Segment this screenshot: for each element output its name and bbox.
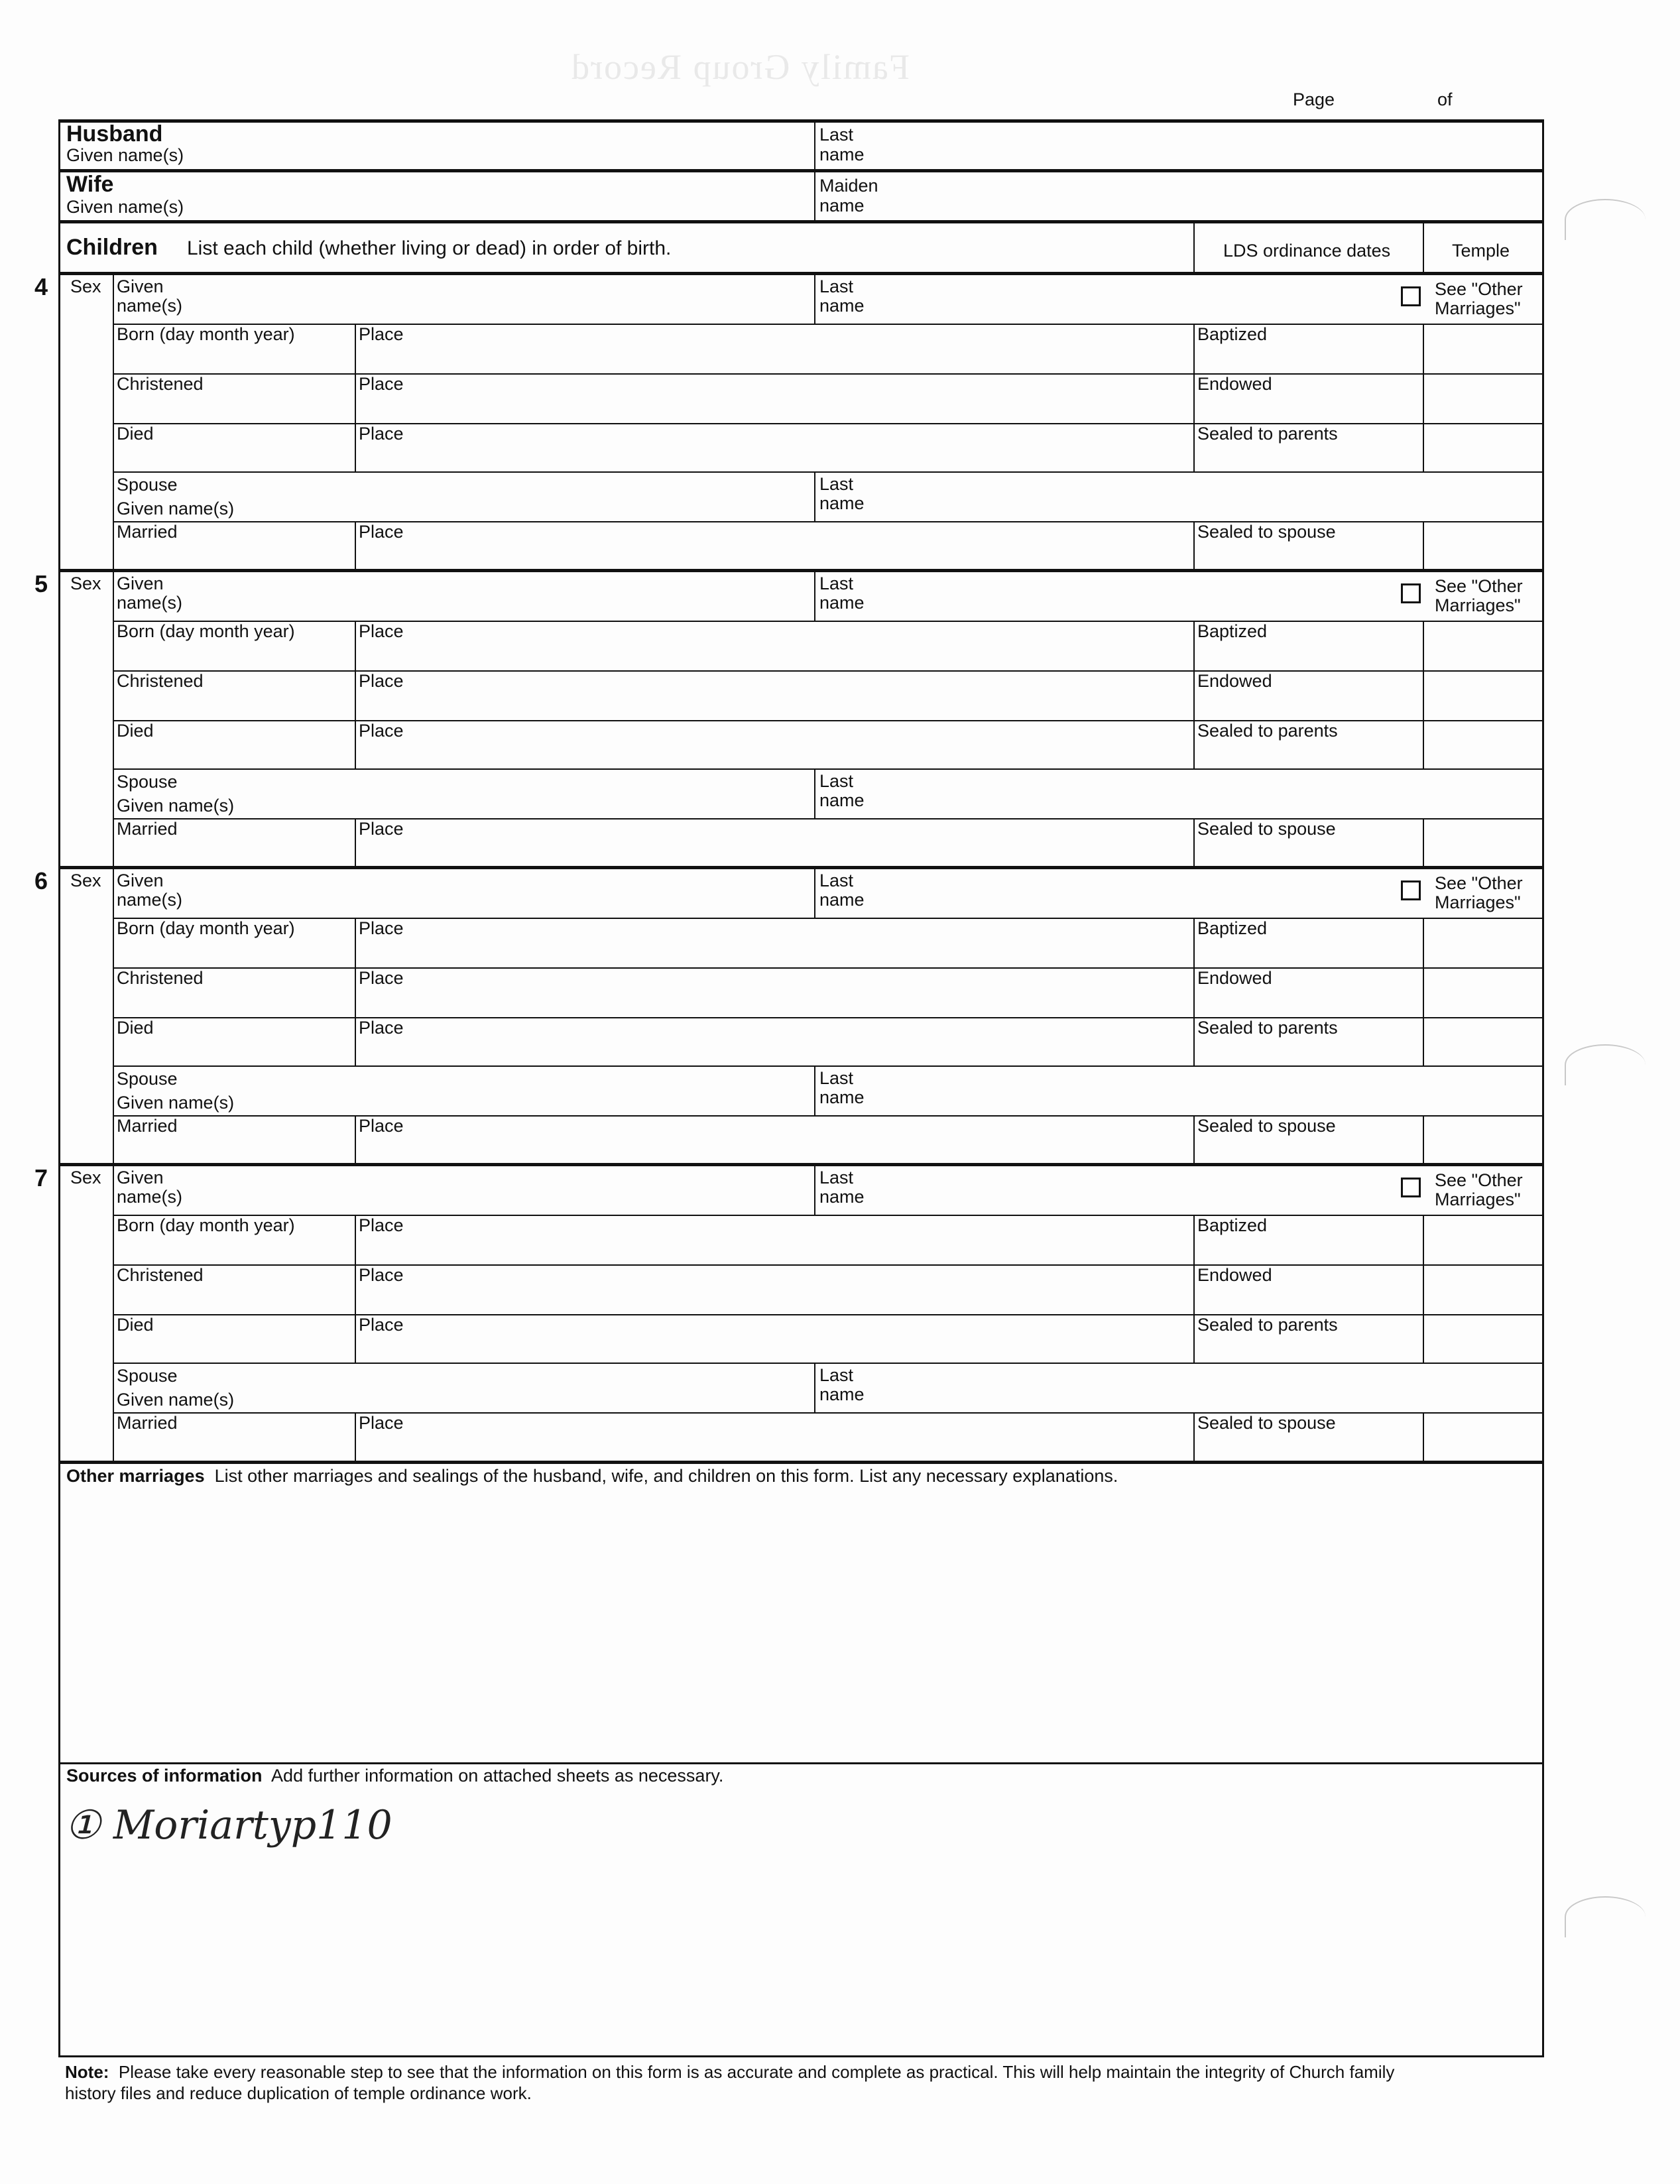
sealed-parents-label: Sealed to parents	[1197, 424, 1338, 444]
lds-header: LDS ordinance dates	[1223, 241, 1391, 261]
other-marriages-title: Other marriages	[66, 1466, 205, 1486]
sources-top-line	[58, 1762, 1544, 1764]
see-other-label: See "Other Marriages"	[1435, 576, 1523, 615]
place-label: Place	[359, 324, 404, 344]
given-last-divider	[814, 274, 815, 325]
place-label: Place	[359, 1215, 404, 1235]
temple-divider	[1423, 621, 1424, 770]
place-label: Place	[359, 1116, 404, 1136]
binder-hole-middle	[1565, 1044, 1646, 1085]
form-bottom-border	[58, 2055, 1544, 2057]
place-label: Place	[359, 424, 404, 444]
ghost-title: Family Group Record	[570, 47, 910, 87]
endowed-label: Endowed	[1197, 1265, 1272, 1285]
ordinance-divider	[1193, 1412, 1195, 1462]
form-top-border	[58, 119, 1544, 123]
place-label: Place	[359, 621, 404, 641]
ordinance-divider	[1193, 918, 1195, 1067]
child-top-line	[58, 569, 1544, 572]
other-marriages-section	[66, 1467, 1118, 1486]
husband-title: Husband	[66, 121, 163, 147]
child-number: 7	[34, 1164, 48, 1191]
sealed-spouse-label: Sealed to spouse	[1197, 819, 1336, 839]
died-label: Died	[117, 1018, 154, 1038]
temple-divider	[1423, 222, 1424, 275]
last-label: Last name	[819, 871, 865, 910]
row-line	[113, 373, 1544, 375]
other-marriages-instruction: List other marriages and sealings of the husband, wife, and children on this form. List any necessary explanations.	[214, 1466, 1118, 1486]
see-other-marriages-checkbox[interactable]	[1401, 1178, 1421, 1197]
row-line	[113, 768, 1544, 770]
see-other-label: See "Other Marriages"	[1435, 279, 1523, 318]
child-top-line	[58, 272, 1544, 275]
see-other-marriages-checkbox[interactable]	[1401, 286, 1421, 306]
place-divider	[355, 1215, 356, 1364]
temple-divider	[1423, 1412, 1424, 1462]
given-last-divider	[814, 868, 815, 919]
sex-label: Sex	[70, 1168, 101, 1187]
row-line	[113, 918, 1544, 919]
last-label: Last name	[819, 1168, 865, 1207]
place-label: Place	[359, 721, 404, 741]
place-label: Place	[359, 1315, 404, 1335]
sources-section	[66, 1766, 723, 1786]
husband-bottom-line	[58, 169, 1544, 172]
binder-hole-top	[1565, 199, 1646, 240]
row-line	[113, 1363, 1544, 1364]
husband-last-label: Last name	[819, 125, 865, 164]
row-line	[113, 1264, 1544, 1266]
given-last-divider	[814, 1165, 815, 1216]
see-other-label: See "Other Marriages"	[1435, 1170, 1523, 1209]
form-right-border	[1542, 119, 1544, 2057]
place-divider	[355, 1412, 356, 1462]
sex-divider	[113, 868, 114, 1165]
wife-bottom-line	[58, 220, 1544, 223]
row-line	[113, 324, 1544, 325]
spouse-last-divider	[814, 1065, 815, 1117]
born-label: Born (day month year)	[117, 918, 295, 938]
born-label: Born (day month year)	[117, 621, 295, 641]
sex-label: Sex	[70, 574, 101, 593]
endowed-label: Endowed	[1197, 671, 1272, 691]
spouse-last-divider	[814, 1363, 815, 1414]
other-marriages-area[interactable]	[64, 1490, 1539, 1761]
place-label: Place	[359, 1265, 404, 1285]
last-label: Last name	[819, 276, 865, 316]
place-label: Place	[359, 374, 404, 394]
spouse-label: Spouse Given name(s)	[117, 1366, 235, 1410]
given-label: Given name(s)	[117, 276, 183, 316]
see-other-marriages-checkbox[interactable]	[1401, 880, 1421, 900]
given-label: Given name(s)	[117, 871, 183, 910]
child-top-line	[58, 866, 1544, 869]
place-divider	[355, 918, 356, 1067]
spouse-label: Spouse Given name(s)	[117, 1069, 235, 1113]
row-line	[113, 621, 1544, 622]
sex-divider	[113, 274, 114, 571]
given-label: Given name(s)	[117, 574, 183, 613]
temple-divider	[1423, 324, 1424, 473]
sealed-spouse-label: Sealed to spouse	[1197, 1413, 1336, 1433]
place-divider	[355, 818, 356, 868]
married-label: Married	[117, 1116, 178, 1136]
ordinance-divider	[1193, 324, 1195, 473]
wife-given-label: Given name(s)	[66, 197, 184, 217]
baptized-label: Baptized	[1197, 324, 1268, 344]
child-number: 5	[34, 570, 48, 597]
row-line	[113, 1065, 1544, 1067]
note-text-2: history files and reduce duplication of temple ordinance work.	[65, 2083, 532, 2103]
temple-divider	[1423, 818, 1424, 868]
see-other-label: See "Other Marriages"	[1435, 873, 1523, 912]
row-line	[113, 471, 1544, 473]
wife-title: Wife	[66, 172, 114, 197]
children-instruction: List each child (whether living or dead) in order of birth.	[187, 237, 672, 259]
sealed-spouse-label: Sealed to spouse	[1197, 1116, 1336, 1136]
spouse-label: Spouse Given name(s)	[117, 475, 235, 518]
children-title: Children	[66, 235, 158, 260]
binder-hole-bottom	[1565, 1896, 1646, 1937]
child-number: 4	[34, 273, 48, 300]
sealed-parents-label: Sealed to parents	[1197, 1018, 1338, 1038]
christened-label: Christened	[117, 968, 204, 988]
married-label: Married	[117, 819, 178, 839]
spouse-last-label: Last name	[819, 771, 865, 810]
sources-area[interactable]	[64, 1790, 1539, 2052]
spouse-last-divider	[814, 768, 815, 819]
died-label: Died	[117, 424, 154, 444]
ordinance-divider	[1193, 521, 1195, 571]
see-other-marriages-checkbox[interactable]	[1401, 583, 1421, 603]
note-title: Note:	[65, 2062, 109, 2082]
spouse-last-divider	[814, 471, 815, 522]
place-divider	[355, 621, 356, 770]
place-label: Place	[359, 918, 404, 938]
child-top-line	[58, 1163, 1544, 1166]
temple-divider	[1423, 521, 1424, 571]
temple-divider	[1423, 918, 1424, 1067]
ordinance-divider	[1193, 818, 1195, 868]
temple-divider	[1423, 1215, 1424, 1364]
born-label: Born (day month year)	[117, 324, 295, 344]
child-number: 6	[34, 867, 48, 894]
temple-divider	[1423, 1115, 1424, 1165]
died-label: Died	[117, 721, 154, 741]
place-label: Place	[359, 819, 404, 839]
lds-divider	[1193, 222, 1195, 275]
given-last-divider	[814, 571, 815, 622]
baptized-label: Baptized	[1197, 1215, 1268, 1235]
sex-label: Sex	[70, 871, 101, 890]
note-text-1: Please take every reasonable step to see that the information on this form is as accurate and complete as practical. This will help maintain the integrity of Church family	[118, 2062, 1395, 2082]
spouse-label: Spouse Given name(s)	[117, 772, 235, 816]
last-label: Last name	[819, 574, 865, 613]
given-label: Given name(s)	[117, 1168, 183, 1207]
endowed-label: Endowed	[1197, 968, 1272, 988]
form-left-border	[58, 119, 60, 2057]
wife-maiden-label: Maiden name	[819, 176, 878, 215]
born-label: Born (day month year)	[117, 1215, 295, 1235]
sources-title: Sources of information	[66, 1766, 263, 1786]
christened-label: Christened	[117, 374, 204, 394]
husband-given-label: Given name(s)	[66, 145, 184, 165]
spouse-last-label: Last name	[819, 1068, 865, 1107]
baptized-label: Baptized	[1197, 918, 1268, 938]
place-label: Place	[359, 671, 404, 691]
baptized-label: Baptized	[1197, 621, 1268, 641]
row-line	[113, 967, 1544, 969]
place-divider	[355, 324, 356, 473]
temple-header: Temple	[1452, 241, 1510, 261]
place-label: Place	[359, 968, 404, 988]
note-line-1	[65, 2062, 1394, 2082]
other-marriages-top-line	[58, 1461, 1544, 1464]
place-divider	[355, 521, 356, 571]
place-divider	[355, 1115, 356, 1165]
ordinance-divider	[1193, 1215, 1195, 1364]
christened-label: Christened	[117, 1265, 204, 1285]
sources-handwritten-entry: ① Moriartyp110	[65, 1802, 392, 1849]
christened-label: Christened	[117, 671, 204, 691]
place-label: Place	[359, 522, 404, 542]
sex-divider	[113, 571, 114, 868]
married-label: Married	[117, 522, 178, 542]
sealed-parents-label: Sealed to parents	[1197, 1315, 1338, 1335]
spouse-last-label: Last name	[819, 474, 865, 513]
died-label: Died	[117, 1315, 154, 1335]
place-label: Place	[359, 1413, 404, 1433]
ordinance-divider	[1193, 1115, 1195, 1165]
ordinance-divider	[1193, 621, 1195, 770]
spouse-last-label: Last name	[819, 1365, 865, 1404]
sealed-spouse-label: Sealed to spouse	[1197, 522, 1336, 542]
endowed-label: Endowed	[1197, 374, 1272, 394]
row-line	[113, 670, 1544, 672]
place-label: Place	[359, 1018, 404, 1038]
sources-instruction: Add further information on attached sheets as necessary.	[271, 1766, 724, 1786]
sex-divider	[113, 1165, 114, 1462]
of-label: of	[1437, 90, 1453, 109]
page-label: Page	[1293, 90, 1335, 109]
sealed-parents-label: Sealed to parents	[1197, 721, 1338, 741]
row-line	[113, 1215, 1544, 1216]
married-label: Married	[117, 1413, 178, 1433]
sex-label: Sex	[70, 276, 101, 296]
